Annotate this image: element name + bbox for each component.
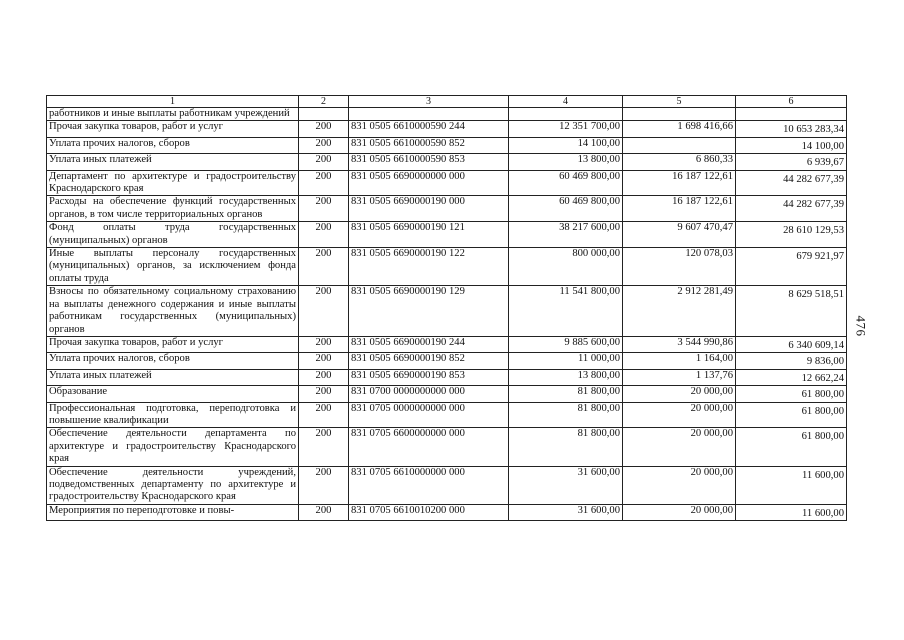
row-value-col5: 1 164,00 [623,353,736,369]
table-row [47,248,847,286]
table-row [47,466,847,504]
row-budget-classification-code: 831 0505 6610000590 852 [349,137,509,153]
row-description: Образование [47,386,299,402]
row-code: 200 [299,222,349,248]
table-row [47,222,847,248]
column-header: 4 [509,96,623,108]
row-budget-classification-code: 831 0505 6690000190 121 [349,222,509,248]
row-value-col6: 10 653 283,34 [736,121,847,137]
row-value-col6: 61 800,00 [736,386,847,402]
row-value-col4: 11 000,00 [509,353,623,369]
row-value-col4: 800 000,00 [509,248,623,286]
row-description: Расходы на обеспечение функций государственных органов, в том числе территориальных органов [47,196,299,222]
row-code: 200 [299,428,349,466]
row-value-col6: 679 921,97 [736,248,847,286]
row-code: 200 [299,466,349,504]
table-row [47,353,847,369]
table-header-row [47,96,847,108]
row-budget-classification-code: 831 0505 6690000190 244 [349,336,509,352]
row-value-col6: 12 662,24 [736,369,847,385]
row-budget-classification-code: 831 0705 6600000000 000 [349,428,509,466]
row-description: Уплата иных платежей [47,154,299,170]
row-value-col6: 61 800,00 [736,428,847,466]
row-budget-classification-code: 831 0505 6610000590 853 [349,154,509,170]
row-value-col4 [509,108,623,121]
row-description: работников и иные выплаты работникам учреждений [47,108,299,121]
row-value-col5: 2 912 281,49 [623,286,736,337]
row-value-col6: 6 340 609,14 [736,336,847,352]
row-value-col5 [623,137,736,153]
row-code: 200 [299,137,349,153]
row-value-col6: 14 100,00 [736,137,847,153]
row-budget-classification-code: 831 0505 6690000190 000 [349,196,509,222]
row-description: Уплата прочих налогов, сборов [47,353,299,369]
row-value-col6: 28 610 129,53 [736,222,847,248]
table-row [47,108,847,121]
row-budget-classification-code: 831 0505 6610000590 244 [349,121,509,137]
column-header: 1 [47,96,299,108]
row-description: Фонд оплаты труда государственных (муниципальных) органов [47,222,299,248]
row-budget-classification-code: 831 0700 0000000000 000 [349,386,509,402]
row-code: 200 [299,248,349,286]
row-budget-classification-code: 831 0505 6690000190 853 [349,369,509,385]
row-value-col5: 1 137,76 [623,369,736,385]
row-value-col4: 11 541 800,00 [509,286,623,337]
row-budget-classification-code: 831 0705 6610010200 000 [349,504,509,520]
row-value-col6: 61 800,00 [736,402,847,428]
row-value-col6: 6 939,67 [736,154,847,170]
row-code: 200 [299,353,349,369]
table-row [47,137,847,153]
row-description: Иные выплаты персоналу государственных (муниципальных) органов, за исключением фонда оплаты труда [47,248,299,286]
row-value-col4: 12 351 700,00 [509,121,623,137]
row-description: Профессиональная подготовка, переподготовка и повышение квалификации [47,402,299,428]
table-row [47,286,847,337]
row-description: Прочая закупка товаров, работ и услуг [47,336,299,352]
row-description: Обеспечение деятельности департамента по архитектуре и градостроительству Краснодарского края [47,428,299,466]
row-description: Уплата иных платежей [47,369,299,385]
row-code: 200 [299,196,349,222]
row-value-col5: 9 607 470,47 [623,222,736,248]
page-number: 476 [853,315,869,337]
row-value-col4: 81 800,00 [509,428,623,466]
row-value-col5: 120 078,03 [623,248,736,286]
row-code: 200 [299,369,349,385]
row-value-col5: 20 000,00 [623,386,736,402]
row-value-col4: 14 100,00 [509,137,623,153]
table-row [47,402,847,428]
row-description: Департамент по архитектуре и градостроительству Краснодарского края [47,170,299,196]
row-budget-classification-code: 831 0705 6610000000 000 [349,466,509,504]
row-code: 200 [299,286,349,337]
row-code: 200 [299,121,349,137]
row-value-col6: 11 600,00 [736,466,847,504]
row-code: 200 [299,386,349,402]
row-code: 200 [299,170,349,196]
table-row [47,170,847,196]
table-row [47,504,847,520]
row-value-col5: 20 000,00 [623,402,736,428]
row-value-col5: 1 698 416,66 [623,121,736,137]
column-header: 3 [349,96,509,108]
row-value-col6 [736,108,847,121]
row-value-col5: 20 000,00 [623,504,736,520]
column-header: 6 [736,96,847,108]
column-header: 5 [623,96,736,108]
row-description: Уплата прочих налогов, сборов [47,137,299,153]
table-row [47,336,847,352]
row-value-col4: 13 800,00 [509,369,623,385]
budget-table [46,95,847,521]
table-row [47,369,847,385]
table-row [47,154,847,170]
row-value-col5: 20 000,00 [623,428,736,466]
table-row [47,196,847,222]
row-code: 200 [299,154,349,170]
row-budget-classification-code: 831 0505 6690000000 000 [349,170,509,196]
column-header: 2 [299,96,349,108]
row-description: Прочая закупка товаров, работ и услуг [47,121,299,137]
row-value-col4: 38 217 600,00 [509,222,623,248]
row-value-col5: 20 000,00 [623,466,736,504]
row-budget-classification-code: 831 0705 0000000000 000 [349,402,509,428]
row-budget-classification-code: 831 0505 6690000190 129 [349,286,509,337]
row-value-col6: 8 629 518,51 [736,286,847,337]
row-value-col5: 6 860,33 [623,154,736,170]
row-code: 200 [299,402,349,428]
row-value-col5: 3 544 990,86 [623,336,736,352]
row-code [299,108,349,121]
row-budget-classification-code: 831 0505 6690000190 852 [349,353,509,369]
row-value-col5: 16 187 122,61 [623,170,736,196]
row-value-col6: 9 836,00 [736,353,847,369]
row-value-col4: 31 600,00 [509,504,623,520]
row-value-col4: 13 800,00 [509,154,623,170]
row-value-col5: 16 187 122,61 [623,196,736,222]
row-value-col4: 81 800,00 [509,402,623,428]
row-value-col4: 81 800,00 [509,386,623,402]
row-value-col4: 31 600,00 [509,466,623,504]
row-budget-classification-code [349,108,509,121]
row-value-col4: 9 885 600,00 [509,336,623,352]
table-row [47,121,847,137]
table-row [47,428,847,466]
table-row [47,386,847,402]
row-code: 200 [299,504,349,520]
row-value-col5 [623,108,736,121]
row-budget-classification-code: 831 0505 6690000190 122 [349,248,509,286]
row-description: Взносы по обязательному социальному страхованию на выплаты денежного содержания и иные выплаты работникам государственных (муниципальных) органов [47,286,299,337]
row-description: Мероприятия по переподготовке и повы- [47,504,299,520]
row-code: 200 [299,336,349,352]
row-value-col6: 44 282 677,39 [736,170,847,196]
row-value-col4: 60 469 800,00 [509,170,623,196]
row-value-col4: 60 469 800,00 [509,196,623,222]
row-value-col6: 44 282 677,39 [736,196,847,222]
row-value-col6: 11 600,00 [736,504,847,520]
row-description: Обеспечение деятельности учреждений, подведомственных департаменту по архитектуре и градостроительству Краснодарского края [47,466,299,504]
